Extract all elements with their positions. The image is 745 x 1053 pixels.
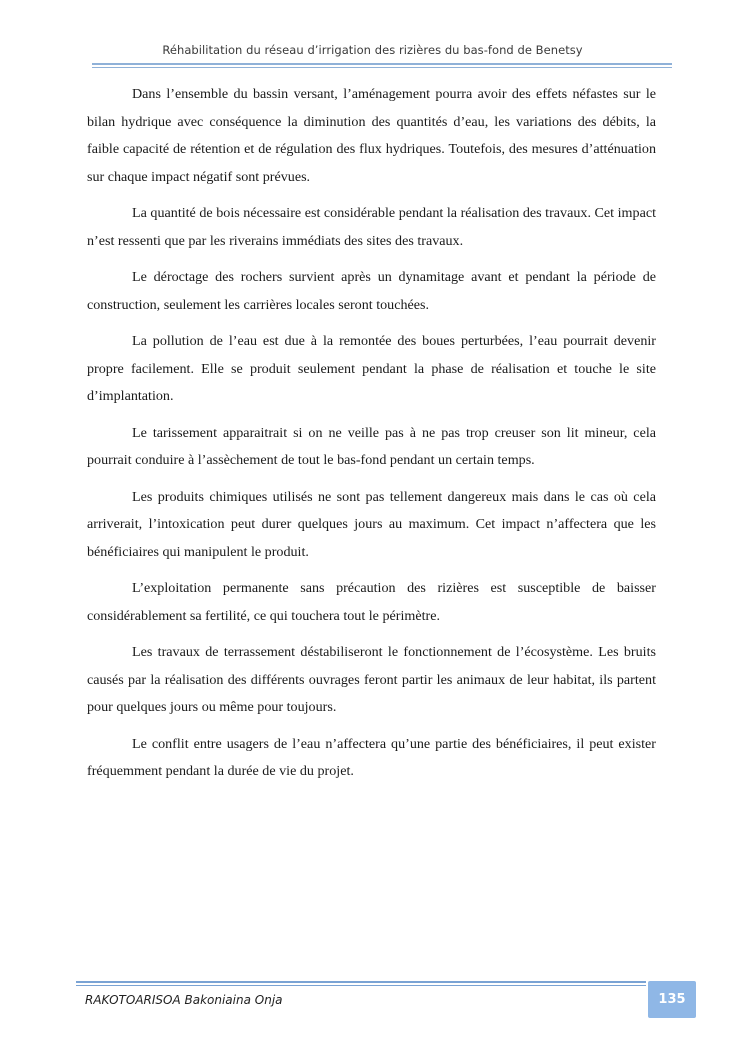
header-title: Réhabilitation du réseau d’irrigation des rizières du bas-fond de Benetsy [162,43,583,57]
paragraph-4: La pollution de l’eau est due à la remontée des boues perturbées, l’eau pourrait devenir propre facilement. Elle se produit seulement pendant la phase de réalisation et touche le site d’implantation. [87,333,656,404]
footer-rule [76,981,646,983]
paragraph-7: L’exploitation permanente sans précaution des rizières est susceptible de baisser considérablement sa fertilité, ce qui touchera tout le périmètre. [87,580,656,624]
paragraph-5: Le tarissement apparaitrait si on ne veille pas à ne pas trop creuser son lit mineur, cela pourrait conduire à l’assèchement de tout le bas-fond pendant un certain temps. [87,424,656,468]
page-body [87,81,656,795]
paragraph-9: Le conflit entre usagers de l’eau n’affectera qu’une partie des bénéficiaires, il peut exister fréquemment pendant la durée de vie du projet. [87,735,656,779]
paragraph-6: Les produits chimiques utilisés ne sont pas tellement dangereux mais dans le cas où cela arriverait, l’intoxication peut durer quelques jours au maximum. Cet impact n’affectera que les bénéficiaires qui manipulent le produit. [87,488,656,560]
page-number: 135 [648,981,696,1018]
paragraph-1: Dans l’ensemble du bassin versant, l’aménagement pourra avoir des effets néfastes sur le bilan hydrique avec conséquence la diminution des quantités d’eau, les variations des débits, la faible capacité de rétention et de régulation des flux hydriques. Toutefois, des mesures d’atténuation sur chaque impact négatif sont prévues. [87,86,656,185]
footer-author: RAKOTOARISOA Bakoniaina Onja [85,993,283,1007]
header-rule [92,63,672,65]
paragraph-8: Les travaux de terrassement déstabiliseront le fonctionnement de l’écosystème. Les bruits causés par la réalisation des différents ouvrages feront partir les animaux de leur habitat, ils partent pour quelques jours ou même pour toujours. [87,644,656,715]
paragraph-3: Le déroctage des rochers survient après un dynamitage avant et pendant la période de construction, seulement les carrières locales seront touchées. [87,269,656,313]
paragraph-2: La quantité de bois nécessaire est considérable pendant la réalisation des travaux. Cet impact n’est ressenti que par les riverains immédiats des sites des travaux. [87,205,656,249]
